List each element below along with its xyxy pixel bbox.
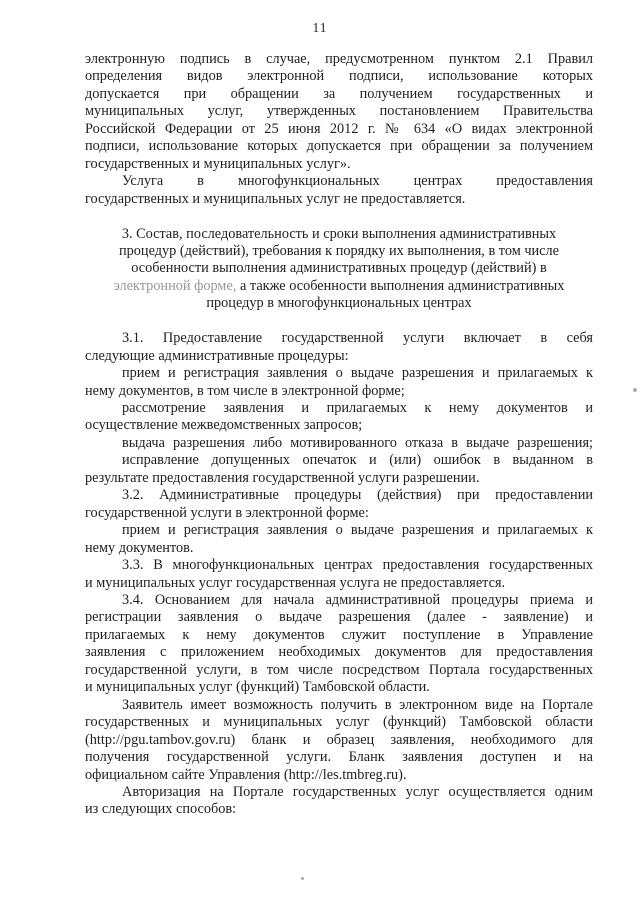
text-line: муниципальных услуг, утвержденных постановлением Правительства [85,103,593,120]
paragraph [85,452,593,487]
text-line: определения видов электронной подписи, использование которых [85,68,593,85]
page-number: 11 [312,20,328,35]
text-line: (http://pgu.tambov.gov.ru) бланк и образец заявления, необходимого для [85,731,593,748]
text-line: следующие административные процедуры: [85,347,349,364]
text-line: регистрации заявления о выдаче разрешения (далее - заявление) и [85,609,593,626]
text-line: прием и регистрация заявления о выдаче разрешения и прилагаемых к [122,522,593,539]
text-line: процедур в многофункциональных центрах [206,295,472,312]
paragraph [85,697,593,784]
paragraph [85,173,593,208]
scan-artifact [633,388,637,392]
text-line: подписи, использование которых допускается при обращении за получением [85,138,593,155]
text-line: 3.2. Административные процедуры (действия) при предоставлении [122,487,593,504]
paragraph [85,435,593,452]
paragraph [85,522,593,557]
paragraph [85,784,593,819]
text-line: государственной услуги, в том числе посредством Портала государственных [85,661,593,678]
text-line: государственной услуги в электронной форме: [85,504,369,521]
text-line: 3.4. Основанием для начала административной процедуры приема и [122,592,593,609]
paragraph [85,557,593,592]
paragraph [85,365,593,400]
paragraph [85,330,593,365]
text-line: из следующих способов: [85,801,237,818]
text-line: 3.1. Предоставление государственной услуги включает в себя [122,330,593,347]
text-line: Заявитель имеет возможность получить в электронном виде на Портале [122,696,593,713]
scan-artifact [301,877,304,880]
text-line: рассмотрение заявления и прилагаемых к нему документов и [122,400,593,417]
section-heading [85,226,593,313]
document-body [85,51,593,819]
text-line: 3. Состав, последовательность и сроки выполнения административных [121,225,557,242]
paragraph [85,51,593,173]
text-line: допускается при обращении за получением государственных и [85,85,593,102]
text-line: Российской Федерации от 25 июня 2012 г. № 634 «О видах электронной [85,120,593,137]
text-line: государственных и муниципальных услуг». [85,155,351,172]
text-line [85,278,593,295]
text-line: заявления с приложением необходимых документов для предоставления [85,644,593,661]
faded-text: электронной форме, [113,277,237,294]
text-line: особенности выполнения административных процедур (действий) в [131,260,547,277]
text-line: государственных и муниципальных услуг (функций) Тамбовской области [85,714,593,731]
text-line: выдача разрешения либо мотивированного отказа в выдаче разрешения; [122,434,593,451]
text-line: процедур (действий), требования к порядку их выполнения, в том числе [118,242,560,259]
paragraph [85,592,593,697]
text-line: Услуга в многофункциональных центрах предоставления [122,173,593,190]
text-segment: а также особенности выполнения административных [236,277,565,294]
paragraph [85,400,593,435]
text-line: и муниципальных услуг государственная услуга не предоставляется. [85,574,506,591]
text-line: Авторизация на Портале государственных услуг осуществляется одним [122,784,593,800]
text-line: результате предоставления государственной услуги разрешении. [85,469,480,486]
text-line: государственных и муниципальных услуг не предоставляется. [85,190,466,207]
text-line: исправление допущенных опечаток и (или) ошибок в выданном в [122,452,593,469]
text-line: электронную подпись в случае, предусмотренном пунктом 2.1 Правил [85,51,593,67]
text-line: нему документов, в том числе в электронной форме; [85,382,405,399]
text-line: официальном сайте Управления (http://les.tmbreg.ru). [85,766,407,783]
text-line: прием и регистрация заявления о выдаче разрешения и прилагаемых к [122,365,593,382]
text-line: осуществление межведомственных запросов; [85,417,363,434]
paragraph [85,487,593,522]
text-line: получения государственной услуги. Бланк заявления доступен и на [85,749,593,766]
text-line: 3.3. В многофункциональных центрах предоставления государственных [122,557,593,574]
text-line: прилагаемых к нему документов служит поступление в Управление [85,626,593,643]
text-line: нему документов. [85,539,194,556]
text-line: и муниципальных услуг (функций) Тамбовской области. [85,679,430,696]
